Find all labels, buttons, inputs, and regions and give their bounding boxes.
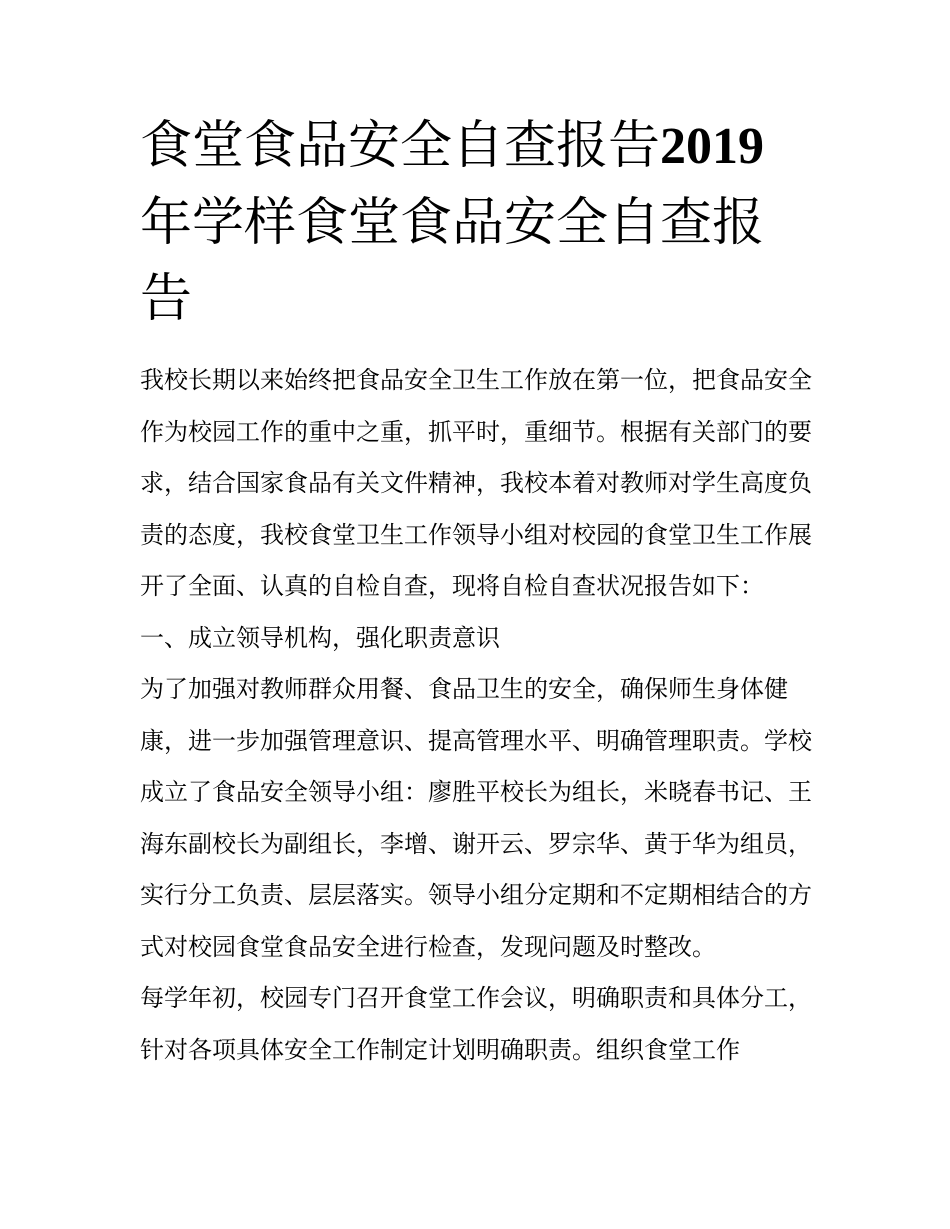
document-content xyxy=(140,108,812,1076)
section-heading-1: 一、成立领导机构，强化职责意识 xyxy=(140,623,500,652)
paragraph-intro: 我校长期以来始终把食品安全卫生工作放在第一位，把食品安全作为校园工作的重中之重，抓平时，重细节。根据有关部门的要求，结合国家食品有关文件精神，我校本着对教师对学生高度负责的态度，我校食堂卫生工作领导小组对校园的食堂卫生工作展开了全面、认真的自检自查，现将自检自查状况报告如下： xyxy=(140,366,812,600)
title-part-1: 食堂食品安全自查报告 xyxy=(140,116,661,176)
document-body xyxy=(140,355,812,1076)
document-title xyxy=(140,108,812,337)
paragraph-leadership: 为了加强对教师群众用餐、食品卫生的安全，确保师生身体健康，进一步加强管理意识、提高管理水平、明确管理职责。学校成立了食品安全领导小组：廖胜平校长为组长，米晓春书记、王海东副校长为副组长，李增、谢开云、罗宗华、黄于华为组员，实行分工负责、层层落实。领导小组分定期和不定期相结合的方式对校园食堂食品安全进行检查，发现问题及时整改。 xyxy=(140,675,812,961)
title-part-2: 年学样食堂食品安全自查报告 xyxy=(140,193,765,329)
title-year: 2019 xyxy=(660,118,765,175)
paragraph-annual-meeting: 每学年初，校园专门召开食堂工作会议，明确职责和具体分工，针对各项具体安全工作制定计划明确职责。组织食堂工作 xyxy=(140,984,812,1064)
